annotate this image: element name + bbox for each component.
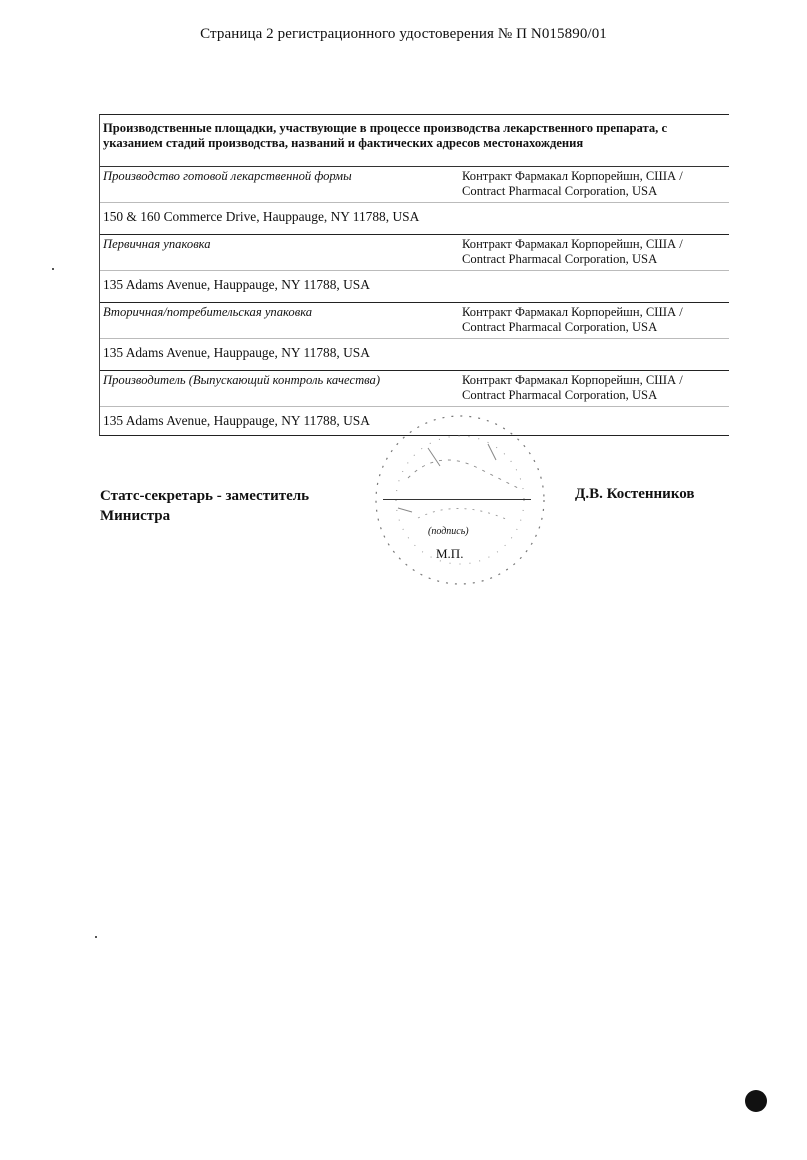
table-row-stage bbox=[100, 235, 729, 271]
stage-name: Первичная упаковка bbox=[103, 237, 211, 251]
stage-name: Производство готовой лекарственной формы bbox=[103, 169, 352, 183]
table-row-stage bbox=[100, 167, 729, 203]
scan-speck bbox=[52, 268, 54, 270]
scan-mark-dot bbox=[745, 1090, 767, 1112]
manufacturer-en: Contract Pharmacal Corporation, USA bbox=[462, 184, 658, 198]
table-row-stage bbox=[100, 303, 729, 339]
manufacturer-ru: Контракт Фармакал Корпорейшн, США / bbox=[462, 169, 683, 183]
scan-speck bbox=[95, 936, 97, 938]
manufacturer-en: Contract Pharmacal Corporation, USA bbox=[462, 320, 658, 334]
signatory-title-line1: Статс-секретарь - заместитель bbox=[100, 488, 310, 504]
site-address: 135 Adams Avenue, Hauppauge, NY 11788, USA bbox=[103, 413, 370, 428]
manufacturer-cell bbox=[462, 305, 732, 335]
production-sites-table bbox=[99, 114, 729, 436]
stage-name: Вторичная/потребительская упаковка bbox=[103, 305, 313, 319]
manufacturer-ru: Контракт Фармакал Корпорейшн, США / bbox=[462, 305, 683, 319]
signatory-name: Д.В. Костенников bbox=[575, 486, 695, 502]
manufacturer-ru: Контракт Фармакал Корпорейшн, США / bbox=[462, 373, 683, 387]
official-seal bbox=[368, 408, 552, 592]
table-header: Производственные площадки, участвующие в процессе производства лекарственного препарата, с указанием стадий производства, названий и фактических адресов местонахождения bbox=[100, 115, 729, 167]
seal-label: М.П. bbox=[436, 546, 464, 561]
table-row-address bbox=[100, 339, 729, 371]
stage-name: Производитель (Выпускающий контроль качества) bbox=[103, 373, 381, 387]
manufacturer-ru: Контракт Фармакал Корпорейшн, США / bbox=[462, 237, 683, 251]
table-row-address bbox=[100, 203, 729, 235]
site-address: 135 Adams Avenue, Hauppauge, NY 11788, USA bbox=[103, 277, 370, 292]
signatory-title-line2: Министра bbox=[100, 508, 171, 524]
site-address: 135 Adams Avenue, Hauppauge, NY 11788, USA bbox=[103, 345, 370, 360]
manufacturer-cell bbox=[462, 237, 732, 267]
manufacturer-en: Contract Pharmacal Corporation, USA bbox=[462, 252, 658, 266]
signature-line bbox=[383, 499, 531, 500]
page-header: Страница 2 регистрационного удостоверения № П N015890/01 bbox=[200, 26, 607, 42]
manufacturer-cell bbox=[462, 373, 732, 403]
table-row-stage bbox=[100, 371, 729, 407]
manufacturer-cell bbox=[462, 169, 732, 199]
manufacturer-en: Contract Pharmacal Corporation, USA bbox=[462, 388, 658, 402]
site-address: 150 & 160 Commerce Drive, Hauppauge, NY 11788, USA bbox=[103, 209, 420, 224]
signatory-title bbox=[100, 486, 309, 526]
table-row-address bbox=[100, 271, 729, 303]
signature-caption: (подпись) bbox=[428, 526, 469, 537]
